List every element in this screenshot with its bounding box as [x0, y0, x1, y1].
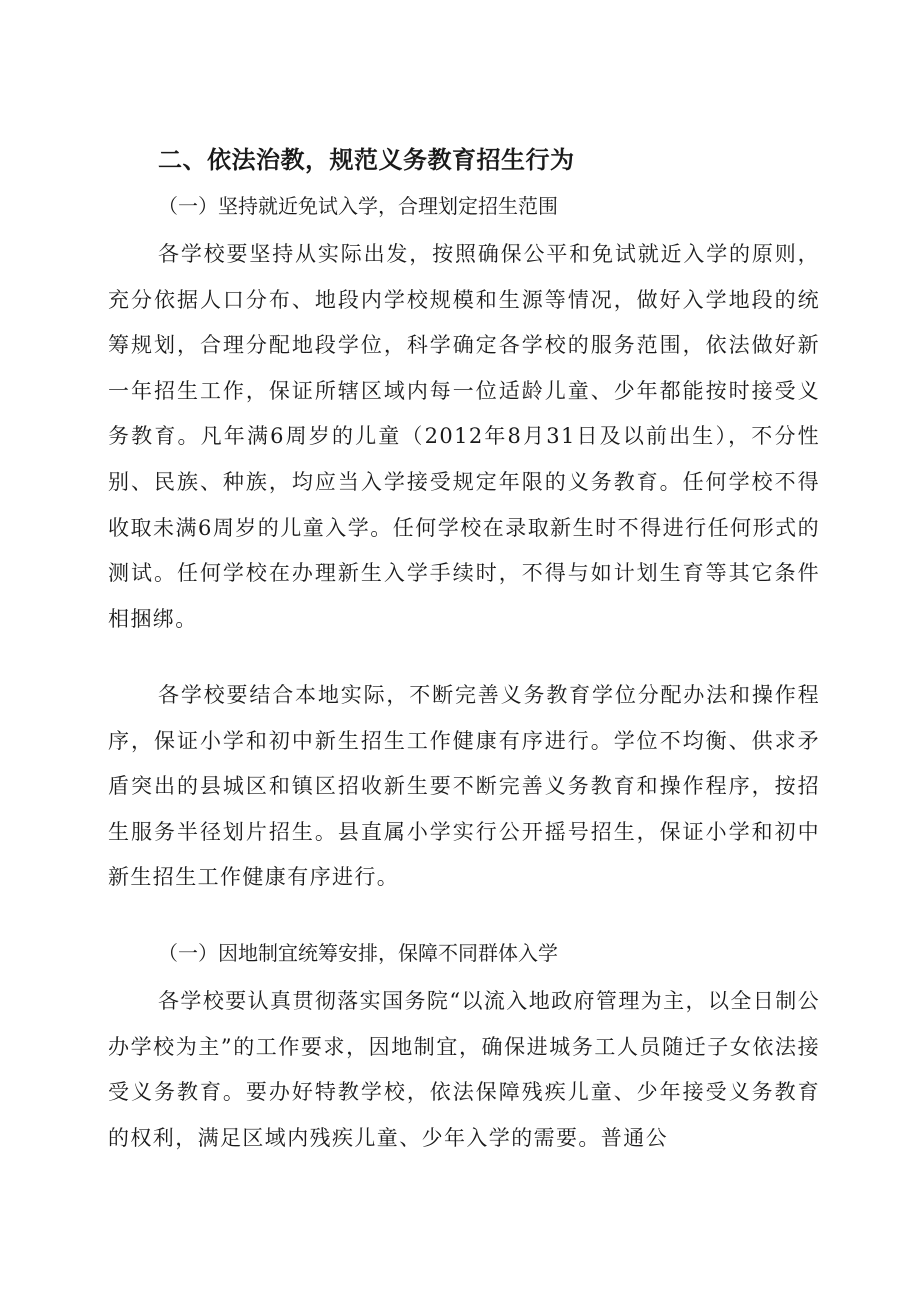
- body-paragraph-2: 各学校要结合本地实际，不断完善义务教育学位分配办法和操作程序，保证小学和初中新生招生工作健康有序进行。学位不均衡、供求矛盾突出的县城区和镇区招收新生要不断完善义务教育和操作程序，按招生服务半径划片招生。县直属小学实行公开摇号招生，保证小学和初中新生招生工作健康有序进行。: [108, 683, 820, 890]
- subsection-heading-2: （一）因地制宜统筹安排，保障不同群体入学: [158, 941, 558, 965]
- body-paragraph-1: 各学校要坚持从实际出发，按照确保公平和免试就近入学的原则，充分依据人口分布、地段内学校规模和生源等情况，做好入学地段的统筹规划，合理分配地段学位，科学确定各学校的服务范围，依法做好新一年招生工作，保证所辖区域内每一位适龄儿童、少年都能按时接受义务教育。凡年满6周岁的儿童（2012年8月31日及以前出生），不分性别、民族、种族，均应当入学接受规定年限的义务教育。任何学校不得收取未满6周岁的儿童入学。任何学校在录取新生时不得进行任何形式的测试。任何学校在办理新生入学手续时，不得与如计划生育等其它条件相捆绑。: [108, 242, 820, 631]
- section-heading: 二、依法治教，规范义务教育招生行为: [158, 146, 575, 174]
- subsection-heading-1: （一）坚持就近免试入学，合理划定招生范围: [158, 194, 558, 218]
- body-paragraph-3: 各学校要认真贯彻落实国务院“以流入地政府管理为主，以全日制公办学校为主”的工作要求，因地制宜，确保进城务工人员随迁子女依法接受义务教育。要办好特教学校，依法保障残疾儿童、少年接受义务教育的权利，满足区域内残疾儿童、少年入学的需要。普通公: [108, 989, 820, 1150]
